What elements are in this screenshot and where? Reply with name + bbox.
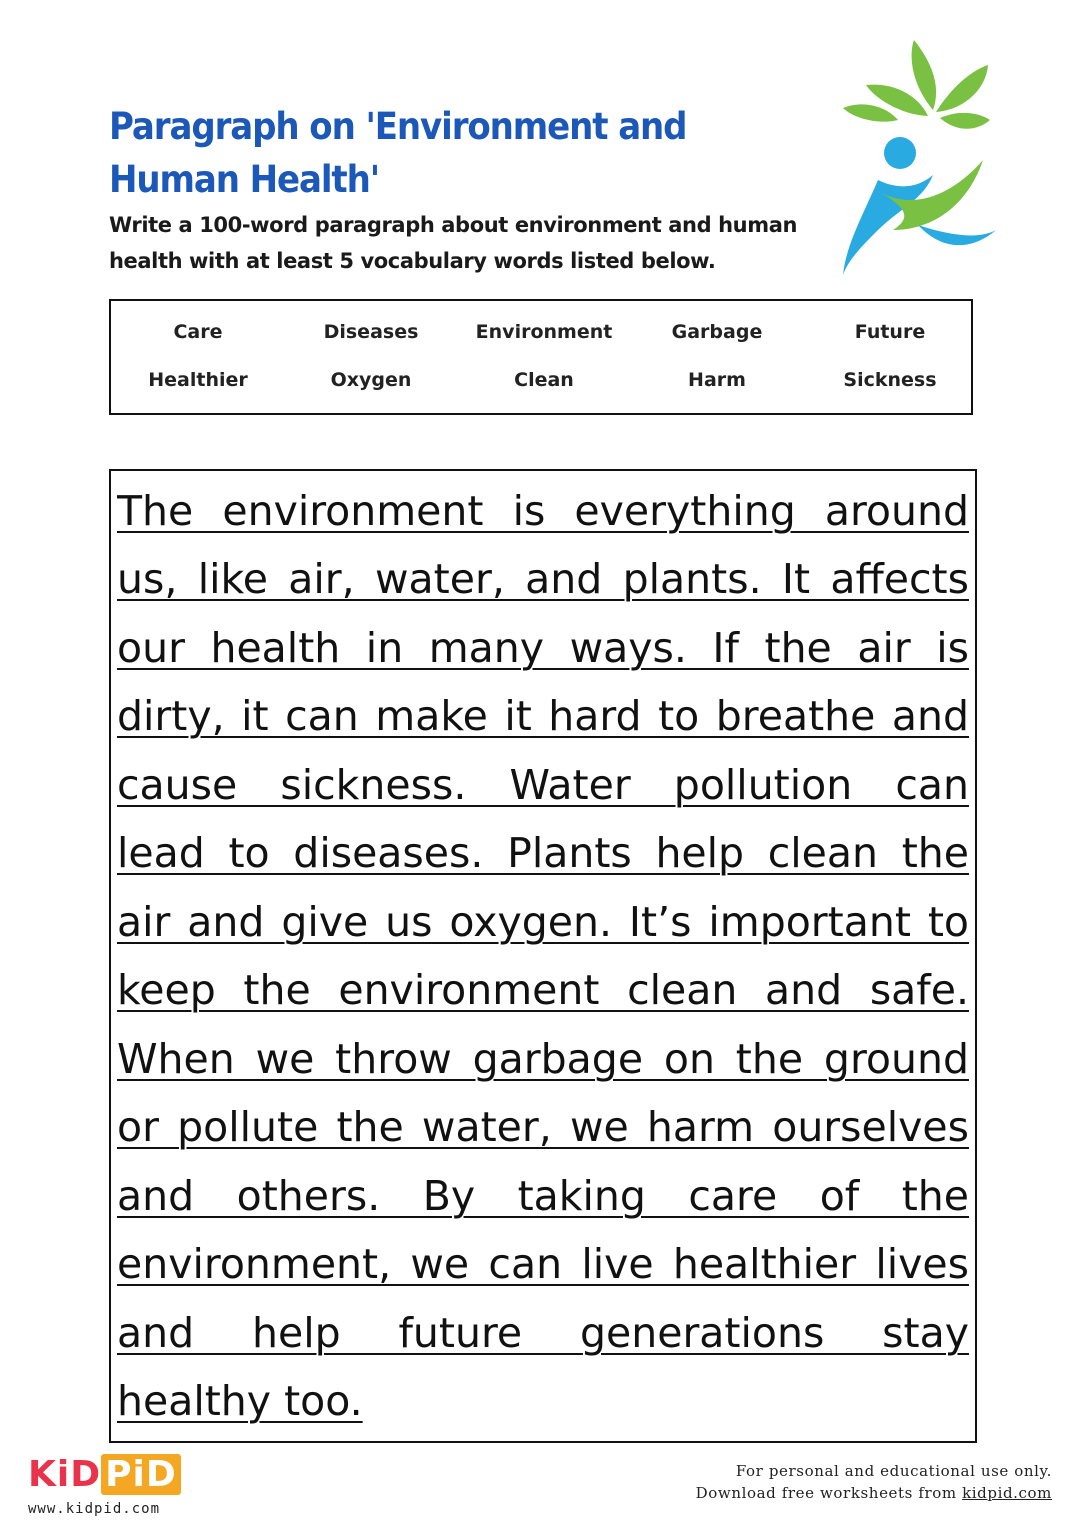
- vocabulary-box: [109, 299, 973, 415]
- paragraph-line: our health in many ways. If the air is: [117, 624, 969, 672]
- brand-url: www.kidpid.com: [28, 1501, 161, 1517]
- kidpid-logo: KiD PiD: [28, 1455, 178, 1495]
- vocab-word: Harm: [688, 369, 746, 391]
- vocab-word: Garbage: [671, 321, 763, 343]
- paragraph-line: and others. By taking care of the: [117, 1172, 969, 1220]
- paragraph-line: and help future generations stay: [117, 1309, 969, 1357]
- vocab-word: Environment: [475, 321, 613, 343]
- paragraph-line: air and give us oxygen. It’s important to: [117, 898, 969, 946]
- paragraph-line: environment, we can live healthier lives: [117, 1240, 969, 1288]
- vocab-word: Care: [173, 321, 223, 343]
- paragraph-line: healthy too.: [117, 1377, 363, 1425]
- paragraph-line: or pollute the water, we harm ourselves: [117, 1103, 969, 1151]
- instructions-text: Write a 100-word paragraph about environment and human health with at least 5 vocabulary words listed below.: [109, 213, 798, 273]
- footer-notice: [696, 1460, 1052, 1504]
- vocab-word: Oxygen: [330, 369, 412, 391]
- healthy-person-leaves-icon: [838, 40, 998, 280]
- paragraph-line: When we throw garbage on the ground: [117, 1035, 969, 1083]
- paragraph-line: The environment is everything around: [117, 487, 969, 535]
- paragraph-line: keep the environment clean and safe.: [117, 966, 969, 1014]
- page-title: Paragraph on 'Environment and Human Health': [109, 105, 687, 201]
- vocab-word: Clean: [514, 369, 574, 391]
- footer-line-1: For personal and educational use only.: [735, 1462, 1052, 1480]
- vocab-word: Healthier: [148, 369, 248, 391]
- paragraph-box: [109, 469, 977, 1443]
- kidpid-brand[interactable]: [28, 1455, 178, 1515]
- paragraph-line: cause sickness. Water pollution can: [117, 761, 969, 809]
- paragraph-line: lead to diseases. Plants help clean the: [117, 829, 969, 877]
- paragraph-line: dirty, it can make it hard to breathe and: [117, 692, 969, 740]
- vocab-word: Future: [854, 321, 926, 343]
- footer-line-2: Download free worksheets from kidpid.com: [695, 1484, 1052, 1502]
- vocab-word: Diseases: [323, 321, 419, 343]
- vocab-word: Sickness: [843, 369, 937, 391]
- paragraph-line: us, like air, water, and plants. It affects: [117, 555, 969, 603]
- kidpid-link[interactable]: kidpid.com: [962, 1484, 1052, 1502]
